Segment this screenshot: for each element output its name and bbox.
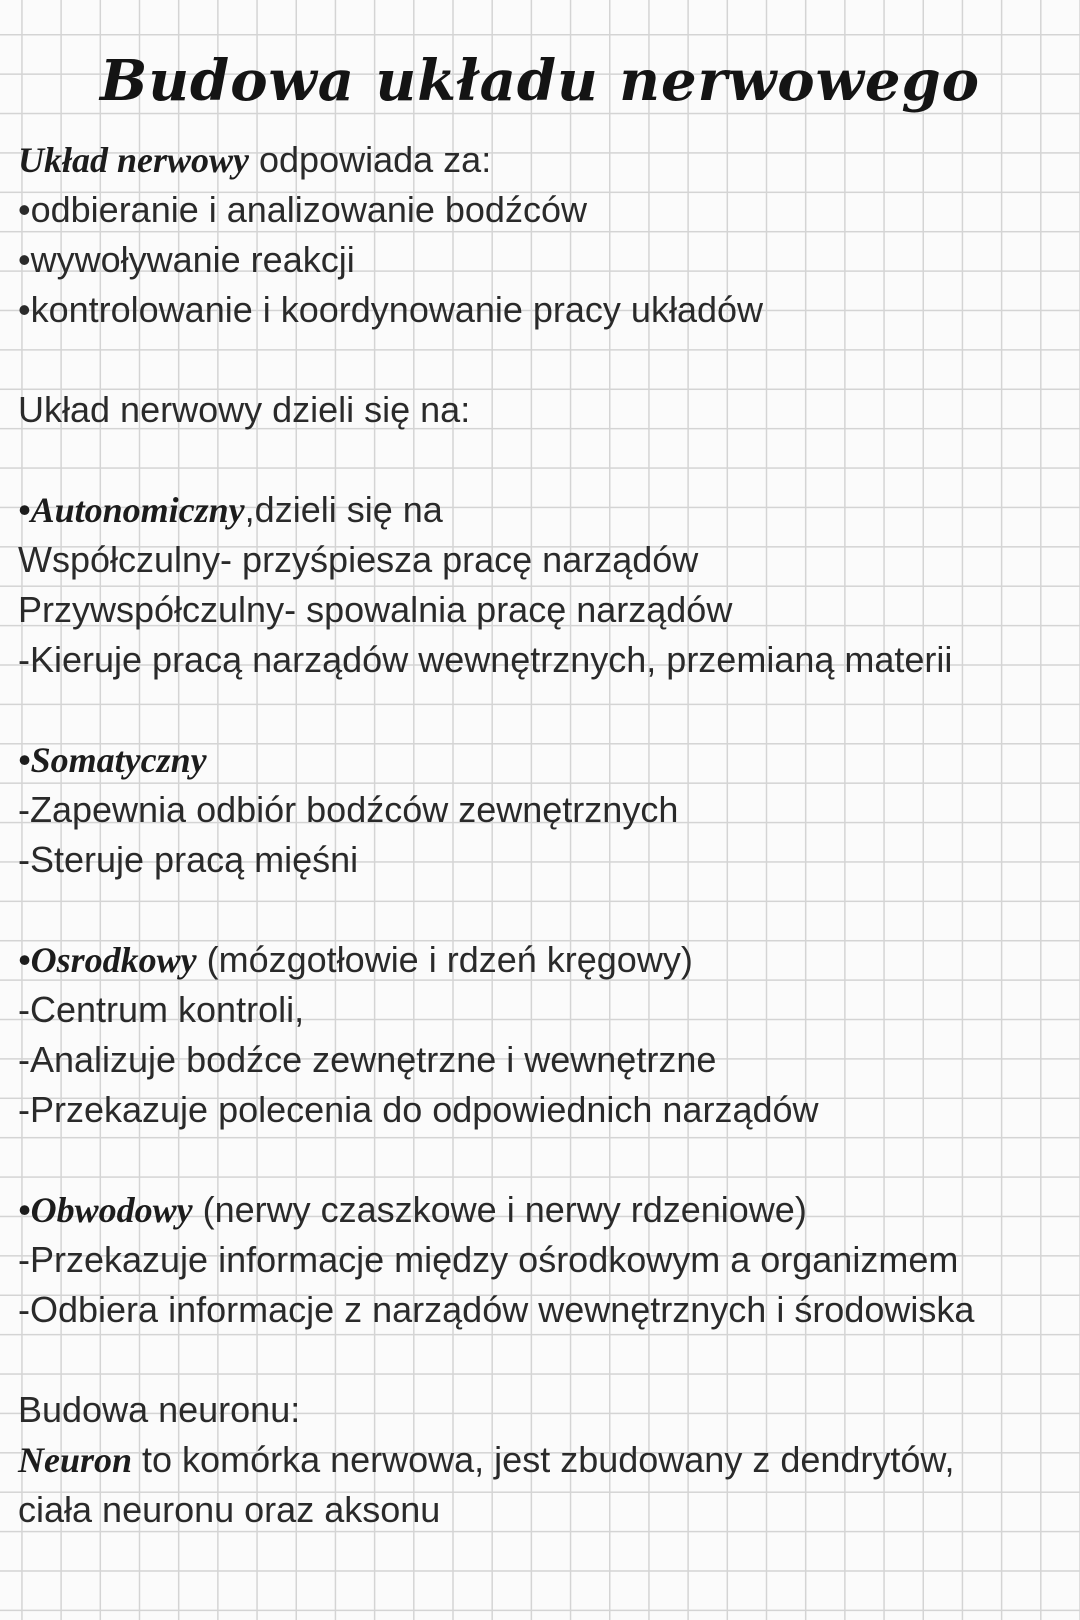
section-line: -Zapewnia odbiór bodźców zewnętrznych: [18, 789, 679, 830]
intro-line: [18, 138, 491, 182]
section-line: -Przekazuje polecenia do odpowiednich narządów: [18, 1089, 819, 1130]
section-heading-text: (nerwy czaszkowe i nerwy rdzeniowe): [192, 1189, 807, 1230]
section-term: Autonomiczny: [30, 490, 245, 530]
section-line: -Przekazuje informacje między ośrodkowym a organizmem: [18, 1239, 959, 1280]
section-heading-text: ,dzieli się na: [244, 489, 443, 530]
section-term: Obwodowy: [30, 1190, 193, 1230]
section-line: Współczulny- przyśpiesza pracę narządów: [18, 539, 699, 580]
bullet: •: [18, 1190, 31, 1230]
neuron-text: to komórka nerwowa, jest zbudowany z dendrytów,: [132, 1439, 955, 1480]
intro-text: odpowiada za:: [249, 139, 492, 180]
section-line: Przywspółczulny- spowalnia pracę narządów: [18, 589, 733, 630]
section-line: -Centrum kontroli,: [18, 989, 305, 1030]
section-heading-somatyczny: [18, 738, 207, 782]
section-heading-obwodowy: [18, 1188, 807, 1232]
page-title: Budowa układu nerwowego: [99, 48, 980, 114]
section-heading-text: (mózgotłowie i rdzeń kręgowy): [196, 939, 693, 980]
section-line: -Analizuje bodźce zewnętrzne i wewnętrzne: [18, 1039, 717, 1080]
section-heading-autonomiczny: [18, 488, 443, 532]
intro-item: •kontrolowanie i koordynowanie pracy układów: [18, 289, 764, 330]
intro-term: Układ nerwowy: [18, 140, 250, 180]
section-line: -Kieruje pracą narządów wewnętrznych, przemianą materii: [18, 639, 953, 680]
section-term: Osrodkowy: [30, 940, 197, 980]
bullet: •: [18, 490, 31, 530]
section-line: -Steruje pracą mięśni: [18, 839, 359, 880]
section-term: Somatyczny: [30, 740, 207, 780]
intro-item: •odbieranie i analizowanie bodźców: [18, 189, 587, 230]
neuron-term: Neuron: [18, 1440, 133, 1480]
bullet: •: [18, 740, 31, 780]
bullet: •: [18, 940, 31, 980]
neuron-line: [18, 1438, 954, 1482]
section-line: -Odbiera informacje z narządów wewnętrznych i środowiska: [18, 1289, 975, 1330]
section-heading-osrodkowy: [18, 938, 693, 982]
neuron-heading: Budowa neuronu:: [18, 1389, 301, 1430]
division-heading: Układ nerwowy dzieli się na:: [18, 389, 471, 430]
neuron-line: ciała neuronu oraz aksonu: [18, 1489, 441, 1530]
intro-item: •wywoływanie reakcji: [18, 239, 355, 280]
